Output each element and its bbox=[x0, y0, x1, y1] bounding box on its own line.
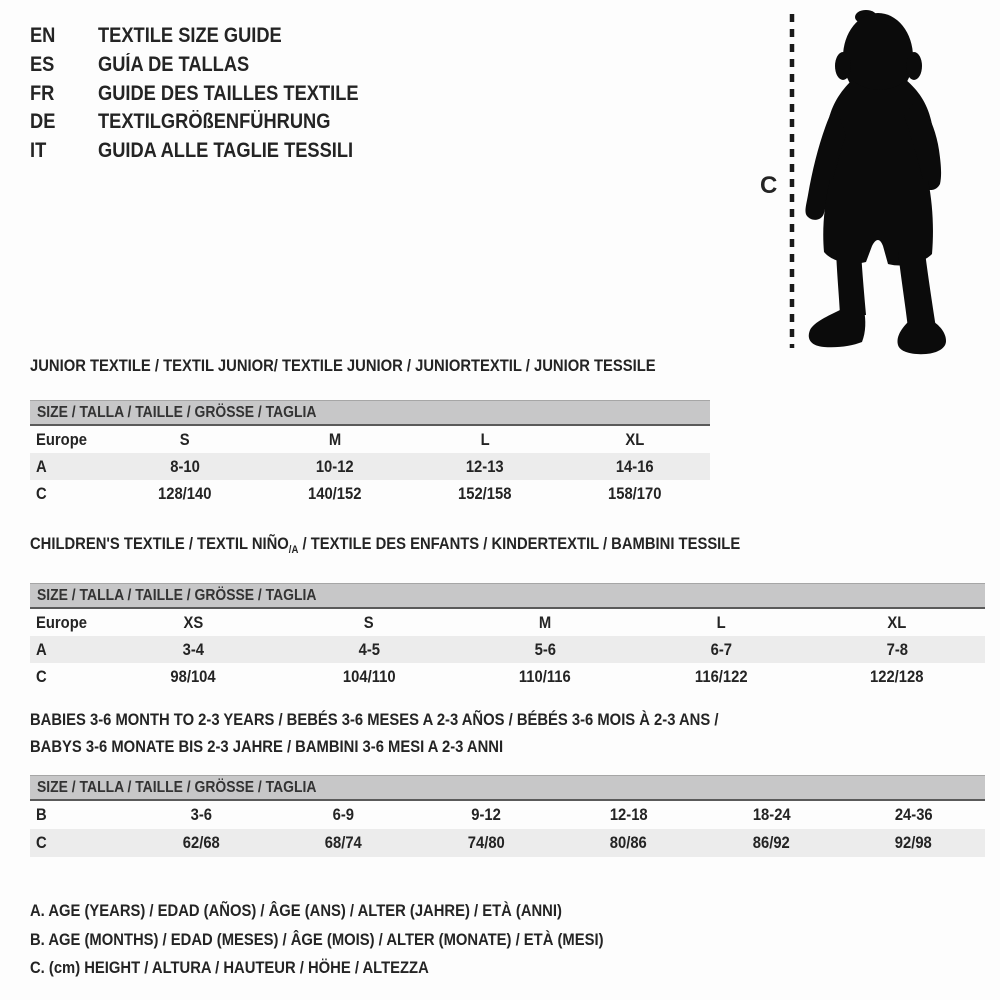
language-row bbox=[30, 137, 397, 166]
junior-table-section bbox=[30, 356, 710, 507]
cell-value: 122/128 bbox=[870, 666, 924, 686]
cell-value: 5-6 bbox=[534, 639, 556, 659]
cell-value: 128/140 bbox=[158, 483, 212, 503]
legend-line-b: B. AGE (MONTHS) / EDAD (MESES) / ÂGE (MOIS) / ALTER (MONATE) / ETÀ (MESI) bbox=[30, 929, 604, 949]
cell-value: 80/86 bbox=[610, 833, 648, 852]
language-code: IT bbox=[30, 139, 47, 163]
language-label: GUÍA DE TALLAS bbox=[98, 53, 250, 77]
legend bbox=[30, 897, 689, 983]
babies-table-title-line1: BABIES 3-6 MONTH TO 2-3 YEARS / BEBÉS 3-6 MESES A 2-3 AÑOS / BÉBÉS 3-6 MOIS À 2-3 ANS / bbox=[30, 710, 719, 729]
cell-value: 10-12 bbox=[316, 456, 354, 476]
cell-value: 3-4 bbox=[182, 639, 204, 659]
row-label: Europe bbox=[36, 612, 87, 632]
row-label: A bbox=[36, 639, 47, 659]
language-row bbox=[30, 51, 397, 80]
table-row bbox=[30, 663, 985, 690]
legend-line-c: C. (cm) HEIGHT / ALTURA / HAUTEUR / HÖHE / ALTEZZA bbox=[30, 958, 429, 978]
language-code: EN bbox=[30, 24, 56, 48]
language-row bbox=[30, 79, 397, 108]
cell-value: 62/68 bbox=[182, 833, 220, 852]
language-list bbox=[30, 22, 397, 165]
babies-table-section bbox=[30, 706, 985, 857]
table-row bbox=[30, 426, 710, 453]
size-header-bar bbox=[30, 583, 985, 609]
table-row bbox=[30, 801, 985, 829]
size-header-label: SIZE / TALLA / TAILLE / GRÖSSE / TAGLIA bbox=[37, 778, 317, 796]
cell-value: M bbox=[328, 429, 342, 449]
cell-value: XL bbox=[887, 612, 907, 632]
language-label: TEXTILE SIZE GUIDE bbox=[98, 24, 282, 48]
cell-value: 6-7 bbox=[710, 639, 732, 659]
cell-value: 8-10 bbox=[170, 456, 200, 476]
language-code: FR bbox=[30, 81, 55, 105]
cell-value: 152/158 bbox=[458, 483, 512, 503]
legend-line-a: A. AGE (YEARS) / EDAD (AÑOS) / ÂGE (ANS) / ALTER (JAHRE) / ETÀ (ANNI) bbox=[30, 901, 562, 921]
cell-value: 92/98 bbox=[895, 833, 933, 852]
size-header-bar bbox=[30, 775, 985, 801]
cell-value: 7-8 bbox=[886, 639, 908, 659]
language-label: TEXTILGRÖßENFÜHRUNG bbox=[98, 110, 331, 134]
table-row bbox=[30, 829, 985, 857]
size-header-label: SIZE / TALLA / TAILLE / GRÖSSE / TAGLIA bbox=[37, 403, 317, 421]
cell-value: 140/152 bbox=[308, 483, 362, 503]
language-row bbox=[30, 22, 397, 51]
language-row bbox=[30, 108, 397, 137]
cell-value: 12-18 bbox=[609, 805, 648, 824]
toddler-silhouette bbox=[740, 0, 1000, 360]
babies-table-title-line2: BABYS 3-6 MONATE BIS 2-3 JAHRE / BAMBINI 3-6 MESI A 2-3 ANNI bbox=[30, 737, 504, 756]
height-figure bbox=[740, 0, 1000, 360]
cell-value: 98/104 bbox=[170, 666, 216, 686]
cell-value: 3-6 bbox=[190, 805, 212, 824]
row-label: C bbox=[36, 833, 47, 852]
language-label: GUIDE DES TAILLES TEXTILE bbox=[98, 81, 359, 105]
cell-value: XS bbox=[183, 612, 203, 632]
table-row bbox=[30, 636, 985, 663]
junior-table-title: JUNIOR TEXTILE / TEXTIL JUNIOR/ TEXTILE JUNIOR / JUNIORTEXTIL / JUNIOR TESSILE bbox=[30, 356, 656, 375]
cell-value: 74/80 bbox=[467, 833, 505, 852]
cell-value: 104/110 bbox=[342, 666, 396, 686]
table-row bbox=[30, 480, 710, 507]
row-label: C bbox=[36, 666, 47, 686]
cell-value: S bbox=[364, 612, 374, 632]
cell-value: 12-13 bbox=[466, 456, 504, 476]
language-code: DE bbox=[30, 110, 56, 134]
row-label: A bbox=[36, 456, 47, 476]
cell-value: 6-9 bbox=[333, 805, 355, 824]
toddler-body bbox=[805, 10, 946, 354]
cell-value: XL bbox=[625, 429, 645, 449]
cell-value: 9-12 bbox=[471, 805, 502, 824]
cell-value: 68/74 bbox=[325, 833, 363, 852]
table-row bbox=[30, 453, 710, 480]
cell-value: 86/92 bbox=[752, 833, 790, 852]
cell-value: 14-16 bbox=[616, 456, 654, 476]
cell-value: L bbox=[480, 429, 490, 449]
children-table-section bbox=[30, 534, 985, 690]
cell-value: 4-5 bbox=[358, 639, 380, 659]
cell-value: 116/122 bbox=[694, 666, 748, 686]
cell-value: 24-36 bbox=[894, 805, 933, 824]
row-label: Europe bbox=[36, 429, 87, 449]
cell-value: 110/116 bbox=[519, 666, 571, 686]
cell-value: L bbox=[716, 612, 726, 632]
size-header-label: SIZE / TALLA / TAILLE / GRÖSSE / TAGLIA bbox=[37, 586, 317, 604]
row-label: C bbox=[36, 483, 47, 503]
height-label-c: C bbox=[760, 172, 778, 199]
language-code: ES bbox=[30, 53, 55, 77]
cell-value: 18-24 bbox=[752, 805, 791, 824]
row-label: B bbox=[36, 805, 47, 824]
cell-value: M bbox=[538, 612, 552, 632]
cell-value: 158/170 bbox=[608, 483, 662, 503]
cell-value: S bbox=[180, 429, 190, 449]
language-label: GUIDA ALLE TAGLIE TESSILI bbox=[98, 139, 354, 163]
size-header-bar bbox=[30, 400, 710, 426]
table-row bbox=[30, 609, 985, 636]
children-table-title: CHILDREN'S TEXTILE / TEXTIL $NIÑO_{/A}$ / TEXTILE DES ENFANTS / KINDERTEXTIL / BAMBINI TESSILE bbox=[30, 534, 741, 556]
